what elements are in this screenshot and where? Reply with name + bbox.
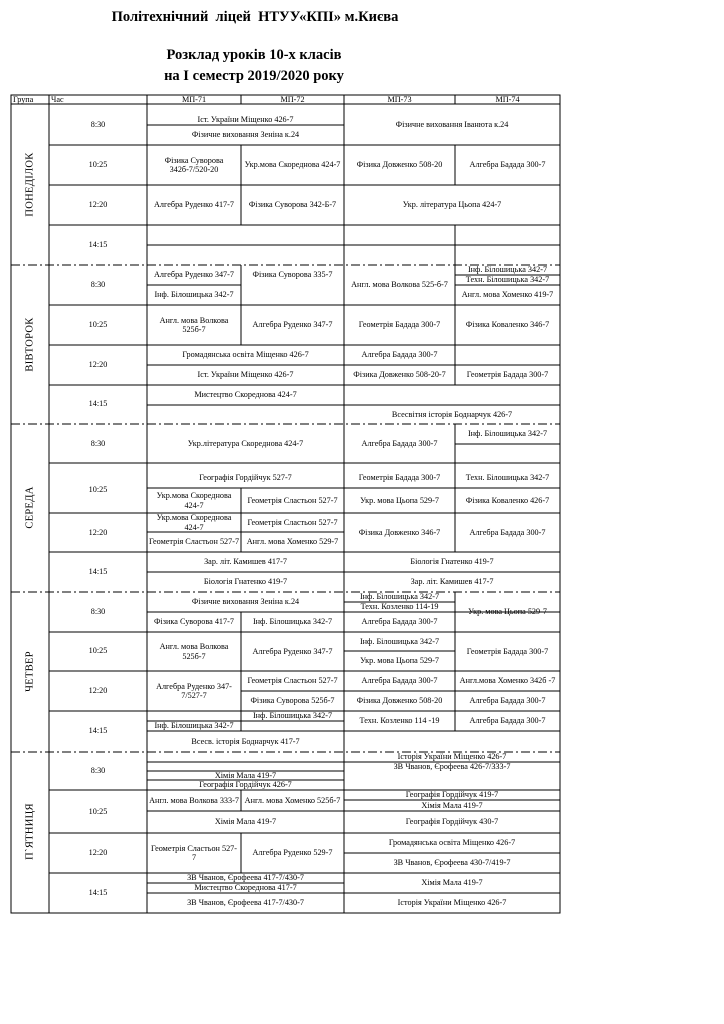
- time-label: 12:20: [88, 848, 108, 857]
- lesson-cell: Геометрія Сластьон 527-7: [148, 537, 240, 547]
- time-label: 10:25: [88, 807, 108, 816]
- lesson-cell: Громадянська освіта Міщенко 426-7: [388, 838, 516, 848]
- lesson-cell: Хімія Мала 419-7: [214, 771, 277, 780]
- lesson-cell: Геометрія Сластьон 527-7: [247, 495, 338, 505]
- lesson-cell: Техн. Білошицька 342-7: [465, 473, 550, 483]
- semester-title: на І семестр 2019/2020 року: [164, 68, 344, 84]
- lesson-cell: Фізика Суворова 417-7: [154, 617, 234, 627]
- time-label: 8:30: [90, 280, 106, 289]
- lesson-cell: Мистецтво Скореднова 424-7: [194, 390, 297, 400]
- time-label: 14:15: [88, 567, 108, 576]
- lesson-cell: Географія Гордійчук 430-7: [405, 817, 499, 827]
- lesson-cell: Англ. мова Волкова 333-7: [149, 795, 239, 805]
- lesson-cell: Фізичне виховання Зеніна к.24: [191, 597, 300, 607]
- lesson-cell: Алгебра Бадада 300-7: [469, 527, 546, 537]
- schedule-title: Розклад уроків 10-х класів: [166, 47, 342, 63]
- lesson-cell: Укр.мова Скореднова 424-7: [156, 513, 232, 532]
- lesson-cell: Інф. Білошицька 342-7: [252, 617, 333, 627]
- lesson-cell: ЗВ Чванов, Єрофеева 430-7/419-7: [393, 858, 511, 868]
- time-label: 14:15: [88, 399, 108, 408]
- lesson-cell: Фізичне виховання Зеніна к.24: [191, 130, 300, 140]
- class-header-mp73: МП-73: [387, 95, 412, 104]
- lesson-cell: Англ. мова Хоменко 525б-7: [244, 795, 341, 805]
- lesson-cell: Укр.література Скореднова 424-7: [187, 438, 304, 448]
- lesson-cell: Фізика Суворова 342-Б-7: [248, 200, 337, 210]
- lesson-cell: Фізика Довженко 346-7: [358, 527, 441, 537]
- lesson-cell: Громадянська освіта Міщенко 426-7: [182, 350, 309, 360]
- lesson-cell: Фізика Довженко 508-20: [356, 696, 443, 706]
- lesson-cell: Інф. Білошицька 342-7: [154, 721, 234, 731]
- lesson-cell: Історія України Міщенко 426-7: [397, 898, 507, 908]
- lesson-cell: Алгебра Бадада 300-7: [469, 696, 546, 706]
- lesson-cell: Іст. України Міщенко 426-7: [197, 370, 294, 380]
- lesson-cell: Техн. Козленко 114-19: [360, 602, 439, 612]
- lesson-cell: Англ. мова Волкова 525-б-7: [351, 280, 448, 290]
- class-header-mp71: МП-71: [181, 95, 207, 104]
- lesson-cell: Інф. Білошицька 342-7: [467, 429, 548, 439]
- lesson-cell: Геометрія Бадада 300-7: [358, 320, 441, 330]
- time-label: 14:15: [88, 240, 108, 249]
- school-title: Політехнічний ліцей НТУУ«КПІ» м.Києва: [111, 9, 399, 25]
- lesson-cell: Фізика Довженко 508-20-7: [353, 370, 446, 380]
- lesson-cell: Всесвітня історія Боднарчук 426-7: [391, 409, 513, 419]
- class-header-mp72: МП-72: [280, 95, 305, 104]
- time-label: 14:15: [88, 726, 108, 735]
- lesson-cell: ЗВ Чванов, Єрофеева 426-7/333-7: [393, 762, 511, 772]
- lesson-cell: Геометрія Бадада 300-7: [466, 646, 549, 656]
- lesson-cell: ЗВ Чванов, Єрофеева 417-7/430-7: [187, 898, 304, 908]
- lesson-cell: Алгебра Бадада 300-7: [361, 438, 438, 448]
- day-label-wednesday: СЕРЕДА: [24, 486, 36, 529]
- lesson-cell: Фізика Коваленко 346-7: [465, 320, 550, 330]
- lesson-cell: Хімія Мала 419-7: [214, 817, 277, 827]
- lesson-cell: Техн. Білошицька 342-7: [465, 275, 550, 285]
- time-label: 12:20: [88, 200, 108, 209]
- lesson-cell: Укр. мова Цьопа 529-7: [468, 607, 547, 617]
- lesson-cell: Укр. література Цьопа 424-7: [402, 200, 502, 210]
- lesson-cell: Біологія Гнатенко 419-7: [203, 577, 288, 587]
- lesson-cell: Біологія Гнатенко 419-7: [410, 557, 494, 567]
- lesson-cell: Алгебра Руденко 417-7: [154, 200, 234, 210]
- lesson-cell: Зар. літ. Камишев 417-7: [410, 577, 494, 587]
- time-label: 10:25: [88, 485, 108, 494]
- lesson-cell: Геометрія Бадада 300-7: [466, 370, 549, 380]
- lesson-cell: Укр.мова Скореднова 424-7: [156, 491, 232, 510]
- lesson-cell: Алгебра Бадада 300-7: [469, 716, 546, 726]
- lesson-cell: Всесв. історія Боднарчук 417-7: [191, 736, 300, 746]
- lesson-cell: Укр. мова Цьопа 529-7: [360, 656, 439, 666]
- lesson-cell: Алгебра Бадада 300-7: [361, 617, 438, 627]
- lesson-cell: Геометрія Сластьон 527-7: [150, 843, 237, 862]
- time-label: 8:30: [90, 439, 106, 448]
- time-label: 12:20: [88, 528, 108, 537]
- time-label: 8:30: [90, 607, 106, 616]
- lesson-cell: Інф. Білошицька 342-7: [154, 290, 234, 300]
- lesson-cell: Інф. Білошицька 342-7: [359, 636, 440, 646]
- lesson-cell: Географія Гордійчук 426-7: [199, 780, 292, 790]
- lesson-cell: Англ. мова Хоменко 529-7: [246, 537, 339, 547]
- lesson-cell: Фізика Коваленко 426-7: [465, 495, 550, 505]
- lesson-cell: Географія Гордійчук 419-7: [405, 790, 499, 800]
- lesson-cell: Алгебра Руденко 347-7: [252, 320, 333, 330]
- lesson-cell: Хімія Мала 419-7: [421, 878, 483, 888]
- lesson-cell: Фізика Суворова 525б-7: [250, 696, 335, 706]
- lesson-cell: Інф. Білошицька 342-7: [359, 592, 440, 602]
- lesson-cell: Техн. Козленко 114 -19: [359, 716, 440, 726]
- day-label-tuesday: ВІВТОРОК: [24, 317, 36, 372]
- lesson-cell: Фізика Довженко 508-20: [356, 160, 443, 170]
- time-label: 12:20: [88, 360, 108, 369]
- time-label: 10:25: [88, 320, 108, 329]
- lesson-cell: Англ.мова Хоменко 342б -7: [459, 676, 556, 686]
- lesson-cell: Алгебра Руденко 347-7: [154, 270, 234, 280]
- lesson-cell: Укр.мова Скореднова 424-7: [244, 160, 341, 170]
- class-header-mp74: МП-74: [495, 95, 520, 104]
- lesson-cell: Англ. мова Хоменко 419-7: [461, 290, 554, 300]
- lesson-cell: Фізика Суворова 342б-7/520-20: [164, 155, 224, 174]
- lesson-cell: Географія Гордійчук 527-7: [199, 473, 292, 483]
- lesson-cell: Алгебра Руденко 347-7: [252, 646, 333, 656]
- day-label-thursday: ЧЕТВЕР: [24, 651, 36, 692]
- time-label: 8:30: [90, 766, 106, 775]
- lesson-cell: ЗВ Чванов, Єрофеева 417-7/430-7: [187, 873, 304, 883]
- time-label: 10:25: [88, 646, 108, 655]
- lesson-cell: Інф. Білошицька 342-7: [252, 711, 333, 721]
- lesson-cell: Укр. мова Цьопа 529-7: [360, 495, 439, 505]
- lesson-cell: Хімія Мала 419-7: [421, 800, 483, 810]
- lesson-cell: Алгебра Бадада 300-7: [469, 160, 546, 170]
- lesson-cell: Фізичне виховання Іванюта к.24: [395, 120, 509, 130]
- lesson-cell: Фізика Суворова 335-7: [252, 270, 333, 280]
- lesson-cell: Зар. літ. Камишев 417-7: [204, 557, 287, 567]
- hour-column-header: Час: [51, 95, 64, 104]
- lesson-cell: Алгебра Бадада 300-7: [361, 676, 438, 686]
- lesson-cell: Геометрія Сластьон 527-7: [247, 676, 338, 686]
- lesson-cell: Геометрія Сластьон 527-7: [247, 517, 338, 527]
- lesson-cell: Алгебра Руденко 529-7: [252, 848, 333, 858]
- day-label-friday: П`ЯТНИЦЯ: [24, 803, 36, 860]
- lesson-cell: Алгебра Бадада 300-7: [361, 350, 438, 360]
- lesson-cell: Англ. мова Волкова 525б-7: [159, 642, 229, 661]
- group-column-header: Група: [13, 95, 34, 104]
- time-label: 14:15: [88, 888, 108, 897]
- lesson-cell: Історія України Міщенко 426-7: [397, 752, 507, 762]
- lesson-cell: Мистецтво Скореднова 417-7: [194, 883, 297, 893]
- lesson-cell: Іст. України Міщенко 426-7: [197, 115, 294, 125]
- lesson-cell: Англ. мова Волкова 525б-7: [159, 315, 229, 334]
- lesson-cell: Інф. Білошицька 342-7: [467, 265, 548, 275]
- lesson-cell: Алгебра Руденко 347-7/527-7: [156, 681, 232, 700]
- time-label: 10:25: [88, 160, 108, 169]
- time-label: 8:30: [90, 120, 106, 129]
- time-label: 12:20: [88, 686, 108, 695]
- day-label-monday: ПОНЕДІЛОК: [24, 152, 36, 217]
- lesson-cell: Геометрія Бадада 300-7: [358, 473, 441, 483]
